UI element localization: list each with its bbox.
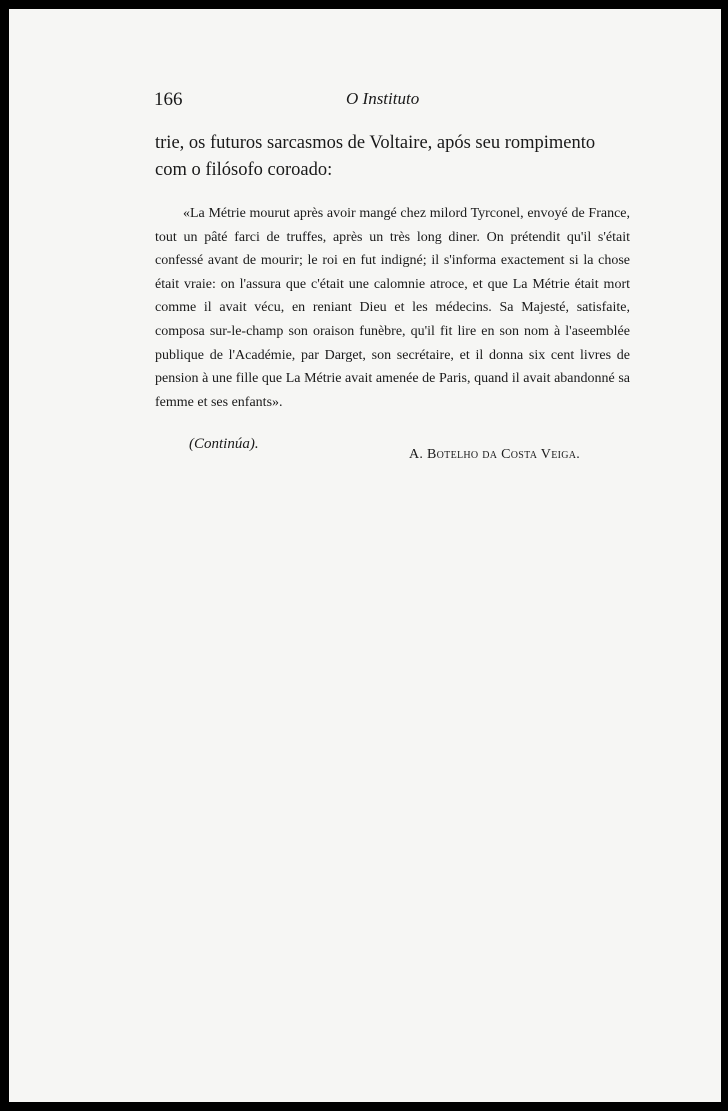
running-title: O Instituto	[346, 89, 420, 108]
page-number: 166	[154, 89, 183, 110]
lead-paragraph: trie, os futuros sarcasmos de Voltaire, após seu rompimento com o filósofo coroado:	[155, 133, 596, 180]
author-signature: A. Botelho da Costa Veiga.	[409, 447, 581, 462]
quote-paragraph: «La Métrie mourut après avoir mangé chez milord Tyrconel, envoyé de France, tout un pâté farci de truffes, après un très long diner. On prétendit qu'il s'était confessé avant de mourir; le roi en fut indigné; il s'informa exactement si la chose était vraie: on l'assura que c'était une calomnie atroce, et que La Métrie était mort comme il avait vécu, en reniant Dieu et les médecins. Sa Majesté, satisfaite, composa sur-le-champ son oraison funèbre, qu'il fit lire en son nom à l'aseemblée publique de l'Académie, par Darget, son secrétaire, et il donna six cent livres de pension à une fille que La Métrie avait amenée de Paris, quand il avait abandonné sa femme et ses enfants».	[155, 206, 630, 410]
continued-note: (Continúa).	[189, 436, 259, 452]
page	[9, 9, 721, 1102]
page-header	[154, 89, 629, 113]
